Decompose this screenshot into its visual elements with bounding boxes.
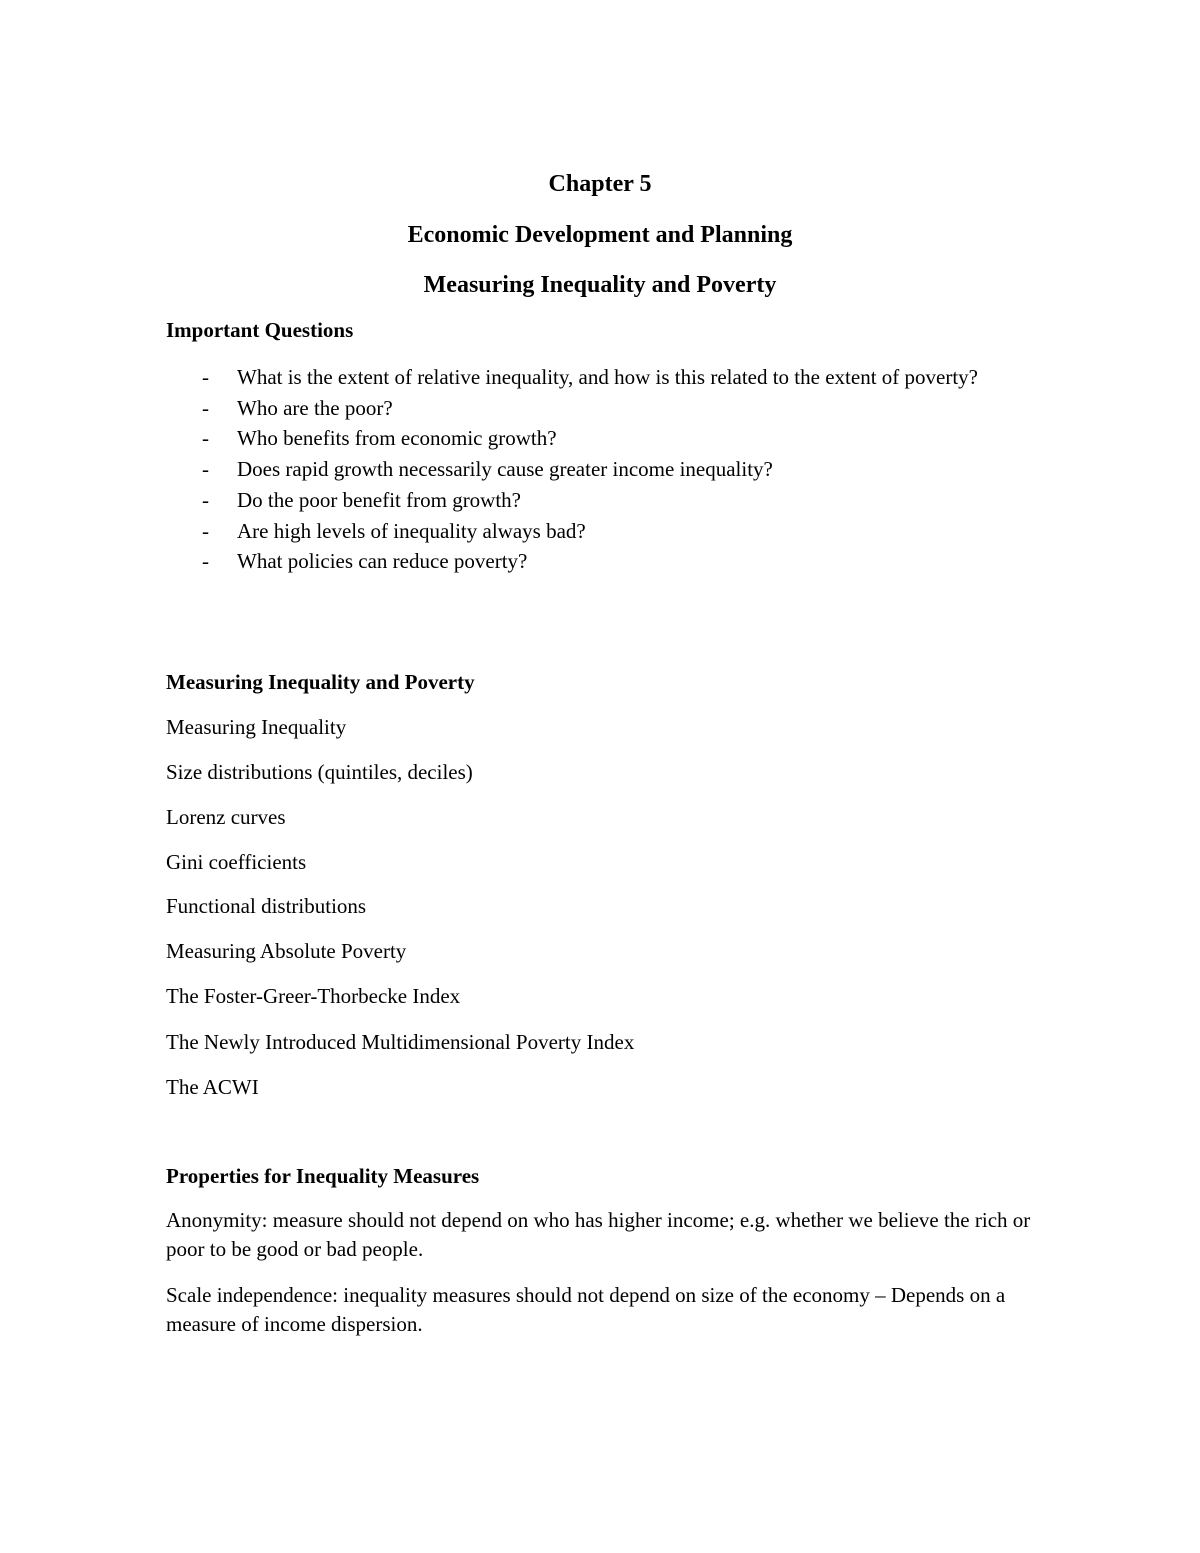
- bullet-dash: -: [202, 487, 209, 512]
- topic-title: Measuring Inequality and Poverty: [423, 272, 777, 298]
- bullet-dash: -: [202, 457, 209, 482]
- bullet-dash: -: [202, 365, 209, 389]
- question-text: Who are the poor?: [237, 395, 393, 420]
- question-item: [166, 516, 996, 547]
- question-text: Who benefits from economic growth?: [237, 426, 557, 451]
- question-text: Do the poor benefit from growth?: [237, 487, 522, 512]
- question-text: Are high levels of inequality always bad?: [237, 518, 586, 543]
- measuring-item: Functional distributions: [166, 894, 367, 918]
- question-item: [166, 393, 996, 424]
- question-item: [166, 423, 996, 454]
- chapter-title: Chapter 5: [548, 171, 652, 197]
- bullet-dash: -: [202, 395, 209, 420]
- measuring-section-heading: Measuring Inequality and Poverty: [166, 670, 475, 694]
- measuring-item: Gini coefficients: [166, 850, 307, 874]
- measuring-item: Lorenz curves: [166, 805, 286, 829]
- bullet-dash: -: [202, 518, 209, 543]
- important-questions-heading: Important Questions: [166, 318, 354, 342]
- properties-section-heading: Properties for Inequality Measures: [166, 1164, 480, 1188]
- question-text: Does rapid growth necessarily cause greater income inequality?: [237, 457, 773, 482]
- important-questions-list: [166, 362, 996, 577]
- measuring-item: Measuring Absolute Poverty: [166, 939, 407, 963]
- bullet-dash: -: [202, 426, 209, 451]
- measuring-item: The Foster-Greer-Thorbecke Index: [166, 984, 461, 1008]
- question-item: [166, 454, 996, 485]
- properties-paragraph: Anonymity: measure should not depend on who has higher income; e.g. whether we believe the rich or poor to be good or bad people.: [166, 1208, 1031, 1261]
- measuring-item: The ACWI: [166, 1075, 259, 1099]
- course-title: Economic Development and Planning: [407, 222, 793, 248]
- measuring-item: Size distributions (quintiles, deciles): [166, 760, 473, 784]
- question-item: [166, 362, 996, 393]
- question-item: [166, 485, 996, 516]
- question-item: [166, 546, 996, 577]
- question-text: What is the extent of relative inequality, and how is this related to the extent of poverty?: [237, 365, 978, 389]
- bullet-dash: -: [202, 549, 209, 574]
- measuring-item: Measuring Inequality: [166, 715, 347, 739]
- question-text: What policies can reduce poverty?: [237, 549, 528, 574]
- measuring-item: The Newly Introduced Multidimensional Poverty Index: [166, 1030, 635, 1054]
- properties-paragraph: Scale independence: inequality measures should not depend on size of the economy – Depends on a measure of income dispersion.: [166, 1283, 1006, 1336]
